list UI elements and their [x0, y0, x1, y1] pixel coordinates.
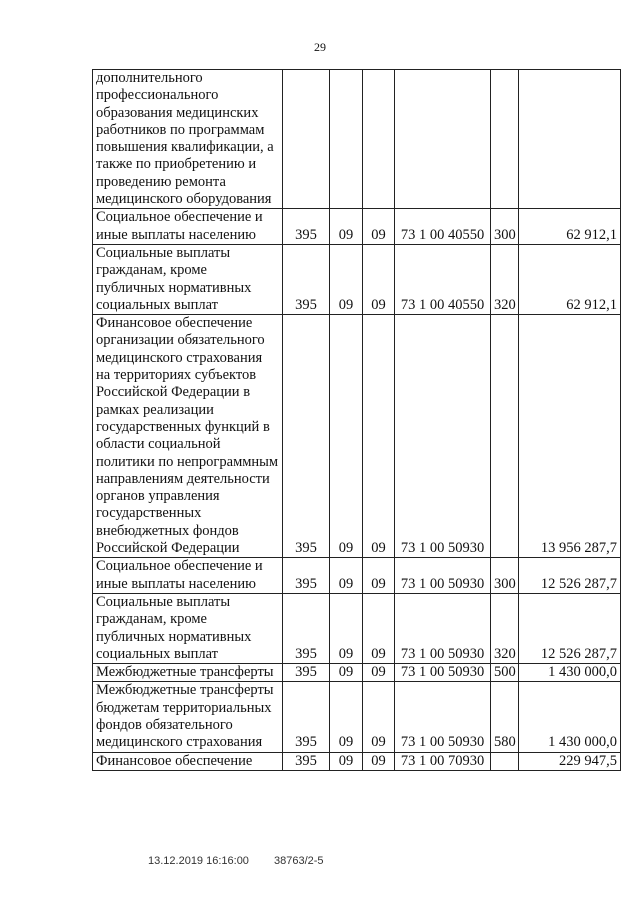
- footer-doc-code: 38763/2-5: [274, 855, 324, 867]
- expense-type-cell: 300: [491, 209, 519, 245]
- target-article-cell: 73 1 00 50930: [395, 664, 491, 682]
- amount-cell: 62 912,1: [519, 244, 621, 314]
- row-name-cell: дополнительного профессионального образования медицинских работников по программам повышения квалификации, а также по приобретению и проведению ремонта медицинского оборудования: [93, 70, 283, 209]
- target-article-cell: 73 1 00 70930: [395, 752, 491, 770]
- expense-type-cell: 580: [491, 682, 519, 752]
- ministry-code-cell: [283, 70, 330, 209]
- row-name-cell: Финансовое обеспечение: [93, 752, 283, 770]
- subsection-code-cell: 09: [363, 682, 395, 752]
- table-row: [93, 209, 621, 245]
- target-article-cell: 73 1 00 50930: [395, 682, 491, 752]
- table-row: [93, 682, 621, 752]
- target-article-cell: 73 1 00 50930: [395, 593, 491, 663]
- target-article-cell: 73 1 00 40550: [395, 209, 491, 245]
- row-name-cell: Социальные выплаты гражданам, кроме публичных нормативных социальных выплат: [93, 244, 283, 314]
- section-code-cell: 09: [330, 682, 363, 752]
- section-code-cell: 09: [330, 315, 363, 558]
- section-code-cell: 09: [330, 558, 363, 594]
- section-code-cell: 09: [330, 244, 363, 314]
- amount-cell: 12 526 287,7: [519, 593, 621, 663]
- row-name-cell: Социальное обеспечение и иные выплаты населению: [93, 209, 283, 245]
- table-row: [93, 244, 621, 314]
- ministry-code-cell: 395: [283, 593, 330, 663]
- amount-cell: 12 526 287,7: [519, 558, 621, 594]
- row-name-cell: Межбюджетные трансферты бюджетам территориальных фондов обязательного медицинского страхования: [93, 682, 283, 752]
- target-article-cell: [395, 70, 491, 209]
- ministry-code-cell: 395: [283, 315, 330, 558]
- row-name-cell: Межбюджетные трансферты: [93, 664, 283, 682]
- subsection-code-cell: [363, 70, 395, 209]
- page-footer: [148, 855, 324, 867]
- ministry-code-cell: 395: [283, 682, 330, 752]
- expense-type-cell: 500: [491, 664, 519, 682]
- ministry-code-cell: 395: [283, 752, 330, 770]
- page-number: 29: [314, 40, 326, 54]
- ministry-code-cell: 395: [283, 664, 330, 682]
- footer-datetime: 13.12.2019 16:16:00: [148, 855, 249, 867]
- section-code-cell: 09: [330, 593, 363, 663]
- subsection-code-cell: 09: [363, 752, 395, 770]
- subsection-code-cell: 09: [363, 209, 395, 245]
- amount-cell: 13 956 287,7: [519, 315, 621, 558]
- subsection-code-cell: 09: [363, 315, 395, 558]
- expense-type-cell: 300: [491, 558, 519, 594]
- ministry-code-cell: 395: [283, 244, 330, 314]
- amount-cell: 62 912,1: [519, 209, 621, 245]
- subsection-code-cell: 09: [363, 558, 395, 594]
- row-name-cell: Финансовое обеспечение организации обязательного медицинского страхования на территориях субъектов Российской Федерации в рамках реализации государственных функций в области социальной политики по непрограммным направлениям деятельности органов управления государственных внебюджетных фондов Российской Федерации: [93, 315, 283, 558]
- expense-type-cell: 320: [491, 593, 519, 663]
- table-row: [93, 70, 621, 209]
- table-row: [93, 315, 621, 558]
- table-row: [93, 558, 621, 594]
- subsection-code-cell: 09: [363, 244, 395, 314]
- budget-table: [92, 69, 621, 771]
- amount-cell: 1 430 000,0: [519, 682, 621, 752]
- subsection-code-cell: 09: [363, 593, 395, 663]
- expense-type-cell: 320: [491, 244, 519, 314]
- amount-cell: 229 947,5: [519, 752, 621, 770]
- ministry-code-cell: 395: [283, 209, 330, 245]
- section-code-cell: 09: [330, 664, 363, 682]
- expense-type-cell: [491, 752, 519, 770]
- expense-type-cell: [491, 315, 519, 558]
- amount-cell: 1 430 000,0: [519, 664, 621, 682]
- expense-type-cell: [491, 70, 519, 209]
- subsection-code-cell: 09: [363, 664, 395, 682]
- amount-cell: [519, 70, 621, 209]
- table-row: [93, 593, 621, 663]
- target-article-cell: 73 1 00 50930: [395, 315, 491, 558]
- section-code-cell: [330, 70, 363, 209]
- ministry-code-cell: 395: [283, 558, 330, 594]
- row-name-cell: Социальные выплаты гражданам, кроме публичных нормативных социальных выплат: [93, 593, 283, 663]
- row-name-cell: Социальное обеспечение и иные выплаты населению: [93, 558, 283, 594]
- table-row: [93, 664, 621, 682]
- table-row: [93, 752, 621, 770]
- section-code-cell: 09: [330, 752, 363, 770]
- target-article-cell: 73 1 00 40550: [395, 244, 491, 314]
- target-article-cell: 73 1 00 50930: [395, 558, 491, 594]
- section-code-cell: 09: [330, 209, 363, 245]
